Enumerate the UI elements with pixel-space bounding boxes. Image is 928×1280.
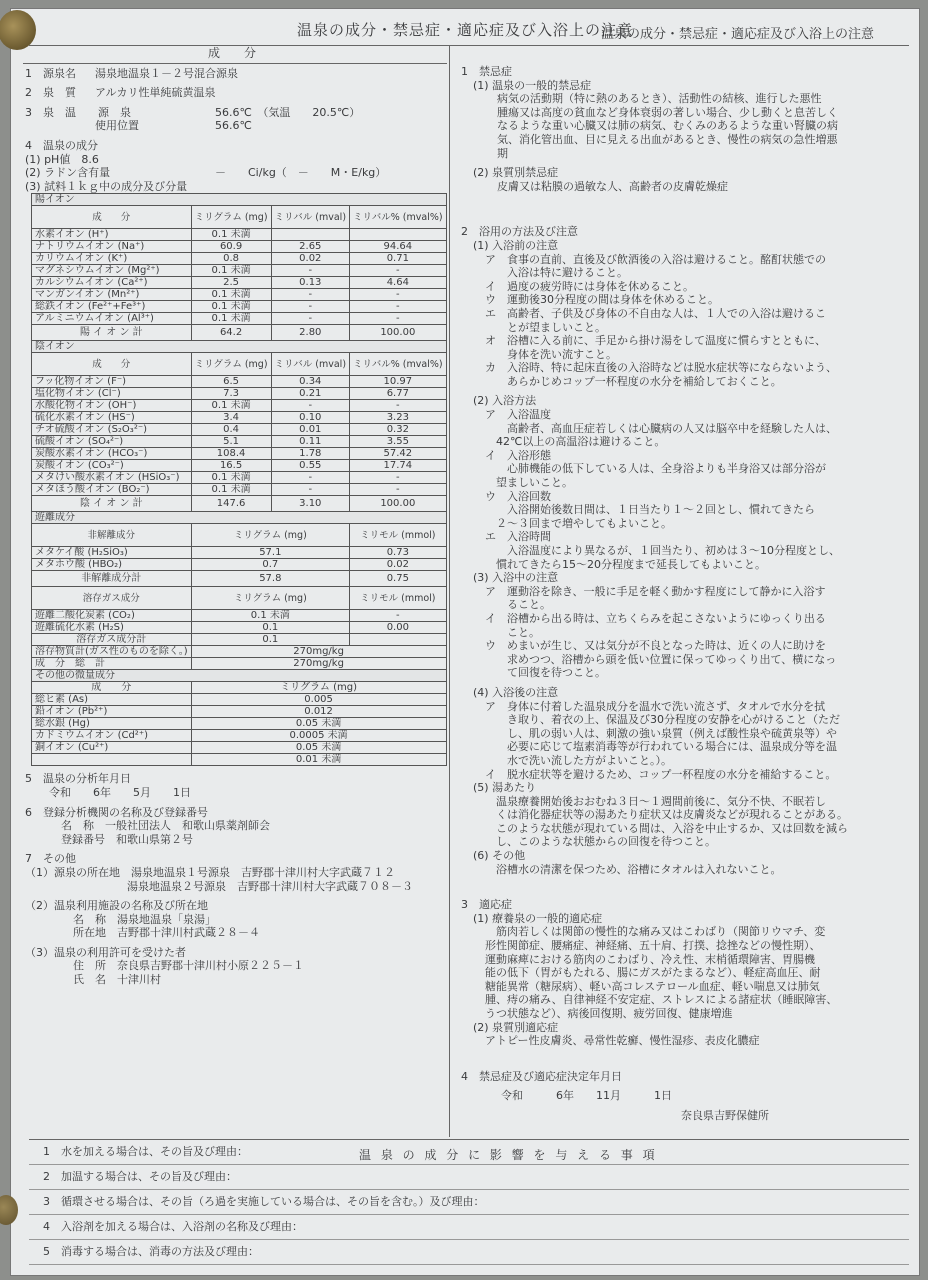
text-line: 必要に応じて塩素消毒等が行われている場合には、温泉成分等を温: [485, 740, 837, 754]
issuing-office: 奈良県吉野保健所: [681, 1108, 769, 1122]
yuatari-label: (5) 湯あたり: [473, 781, 537, 795]
text-line: くは消化器症状等の湯あたり症状又は皮膚炎などが現れることがある。: [485, 808, 848, 822]
influence-row: 5 消毒する場合は、消毒の方法及び理由：: [29, 1240, 909, 1265]
source-location-2: 湯泉地温泉２号源泉 吉野郡十津川村大字武蔵７０８－３: [127, 879, 413, 893]
gas-rows: [32, 610, 447, 634]
text-line: 気、消化管出血、目に見える出血があるとき、慢性の病気の急性増悪: [497, 132, 838, 146]
table-row: メタホウ酸 (HBO₂) 0.7 0.02: [32, 559, 447, 571]
text-line: ウ 入浴回数: [485, 489, 551, 503]
sheet-title: 温泉の成分・禁忌症・適応症及び入浴上の注意: [296, 21, 633, 39]
table-row: 遊離硫化水素 (H₂S) 0.1 0.00: [32, 622, 447, 634]
table-row: 水酸化物イオン (OH⁻) 0.1 未満 - -: [32, 400, 447, 412]
text-line: あらかじめコップ一杯程度の水分を補給しておくこと。: [485, 374, 782, 388]
influence-row: 3 循環させる場合は、その旨（ろ過を実施している場合は、その旨を含む。）及び理由：: [29, 1190, 909, 1215]
sample-label: (3) 試料１ｋｇ中の成分及び分量: [25, 179, 188, 193]
text-line: うつ状態など）、病後回復期、疲労回復、健康増進: [485, 1007, 733, 1020]
text-line: 腫瘍又は高度の貧血など身体衰弱の著しい場合、少し動くと息苦しく: [497, 105, 838, 119]
text-line: 筋肉若しくは関節の慢性的な痛み又はこわばり（関節リウマチ、変: [485, 925, 826, 939]
table-row: 鉛イオン (Pb²⁺) 0.012: [32, 706, 447, 718]
undissociated-rows: [32, 547, 447, 571]
text-line: とが望ましいこと。: [485, 320, 606, 334]
sheet-title-overlap: 温泉の成分・禁忌症・適応症及び入浴上の注意: [601, 27, 875, 42]
table-row: 0.01 未満: [32, 754, 447, 766]
text-line: このような状態が現れている間は、入浴を中止するか、又は回数を減ら: [485, 821, 848, 835]
spring-quality-row: 2 泉 質 アルカリ性単純硫黄温泉: [25, 86, 216, 100]
table-row: 総ヒ素 (As) 0.005: [32, 694, 447, 706]
text-line: 糖能異常（糖尿病）、軽い高コレステロール血症、軽い喘息又は肺気: [485, 979, 820, 993]
specific-contraindications: 皮膚又は粘膜の過敏な人、高齢者の皮膚乾燥症: [497, 179, 728, 193]
text-line: なるような重い心臓又は肺の病気、むくみのあるような重い腎臓の病: [497, 119, 838, 133]
components-table: 陽イオン 成 分 ミリグラム (mg) ミリバル (mval) ミリバル% (mval%) 水素イオン (H⁺) 0.1 未満 ナトリウムイオン (Na⁺) 60.9 2.65 94.64 カリウムイオン (K⁺) 0.8 0.02 0.71 マグネシウムイオン (Mg²⁺) 0.1 未満 - - カルシウムイオン (Ca²⁺) 2.5 0.13 4.64 マンガンイオン (Mn²⁺) 0.1 未満 - - 総鉄イオン (Fe²⁺+Fe³⁺) 0.1 未満 - - アルミニウムイオン (Al³⁺) 0.1 未満 - - 陽 イ オ ン 計 64.2 2.80 100.00 陰イオン 成 分 ミリグラム (mg) ミリバル (mval) ミリバル% (mval%) フッ化物イオン (F⁻) 6.5 0.34 10.97 塩化物イオン (Cl⁻) 7.3 0.21 6.77 水酸化物イオン (OH⁻) 0.1 未満 - - 硫化水素イオン (HS⁻) 3.4 0.10 3.23 チオ硫酸イオン (S₂O₃²⁻) 0.4 0.01 0.32 硫酸イオン (SO₄²⁻) 5.1 0.11 3.55 炭酸水素イオン (HCO₃⁻) 108.4 1.78 57.42 炭酸イオン (CO₃²⁻) 16.5 0.55 17.74 メタけい酸水素イオン (HSiO₃⁻) 0.1 未満 - - メタほう酸イオン (BO₂⁻) 0.1 未満 - - 陰 イ オ ン 計 147.6 3.10 100.00 遊離成分 非解離成分 ミリグラム (mg) ミリモル (mmol) メタケイ酸 (H₂SiO₃) 57.1 0.73 メタホウ酸 (HBO₂) 0.7 0.02 非解離成分計 57.8 0.75 溶存ガス成分 ミリグラム (mg) ミリモル (mmol) 遊離二酸化炭素 (CO₂) 0.1 未満 - 遊離硫化水素 (H₂S) 0.1 0.00 溶存ガス成分計 0.1 溶存物質計(ガス性のものを除く。) 270mg/kg 成 分 総 計 270mg/kg その他の微量成分 成 分 ミリグラム (mg) 総ヒ素 (As) 0.005 鉛イオン (Pb²⁺) 0.012 総水銀 (Hg) 0.05 未満 カドミウムイオン (Cd²⁺) 0.0005 未満 銅イオン (Cu²⁺) 0.05 未満 0.01 未満: [31, 193, 447, 766]
other-precaution: 浴槽水の清潔を保つため、浴槽にタオルは入れないこと。: [485, 862, 782, 876]
use-temp-row: 使用位置 56.6℃: [95, 119, 252, 133]
text-line: 病気の活動期（特に熱のあるとき）、活動性の結核、進行した悪性: [497, 92, 822, 106]
text-line: ウ めまいが生じ、又は気分が不良となった時は、近くの人に助けを: [485, 639, 826, 653]
bath-method-label: (2) 入浴方法: [473, 394, 537, 408]
before-bath: [461, 253, 916, 389]
influence-title: 温 泉 の 成 分 に 影 響 を 与 え る 事 項: [359, 1148, 658, 1162]
text-line: 身体を洗い流すこと。: [485, 347, 617, 361]
text-line: し、このような状態からの回復を待つこと。: [485, 835, 716, 849]
text-line: エ 高齢者、子供及び身体の不自由な人は、１人での入浴は避けるこ: [485, 306, 826, 320]
text-line: 入浴温度により異なるが、１回当たり、初めは３～10分程度とし、: [485, 544, 840, 557]
anion-rows: [32, 376, 447, 496]
table-row: メタケイ酸 (H₂SiO₃) 57.1 0.73: [32, 547, 447, 559]
lab-name: 名 称 一般社団法人 和歌山県薬剤師会: [61, 819, 270, 833]
text-line: 求めつつ、浴槽から頭を低い位置に保ってゆっくり出て、横になっ: [485, 652, 837, 666]
column-divider: [449, 45, 450, 1137]
permit-label: （3）温泉の利用許可を受けた者: [25, 945, 186, 959]
text-line: こと。: [485, 625, 540, 639]
influence-row: 4 入浴剤を加える場合は、入浴剤の名称及び理由：: [29, 1215, 909, 1240]
text-line: 期: [497, 146, 508, 160]
text-line: 高齢者、高血圧症若しくは心臓病の人又は脳卒中を経験した人は、: [485, 421, 837, 435]
table-row: マグネシウムイオン (Mg²⁺) 0.1 未満 - -: [32, 265, 447, 277]
other-precaution-label: (6) その他: [473, 849, 526, 863]
contraindications-heading: 1 禁忌症: [461, 65, 512, 78]
text-line: 温泉療養開始後おおむね３日～１週間前後に、気分不快、不眠若し: [485, 794, 826, 808]
table-row: 総水銀 (Hg) 0.05 未満: [32, 718, 447, 730]
table-row: 総鉄イオン (Fe²⁺+Fe³⁺) 0.1 未満 - -: [32, 301, 447, 313]
indications-heading: 3 適応症: [461, 898, 512, 912]
lab-label: 6 登録分析機関の名称及び登録番号: [25, 805, 208, 819]
text-line: 慣れてきたら15～20分程度まで延長してもよいこと。: [485, 557, 766, 571]
trace-title: その他の微量成分: [32, 670, 447, 682]
trace-rows: [32, 694, 447, 766]
cation-rows: [32, 229, 447, 325]
influence-row: 1 水を加える場合は、その旨及び理由：: [29, 1140, 909, 1165]
table-row: カドミウムイオン (Cd²⁺) 0.0005 未満: [32, 730, 447, 742]
specific-indications-label: (2) 泉質別適応症: [473, 1020, 559, 1034]
permit-name: 氏 名 十津川村: [73, 973, 161, 987]
facility-label: （2）温泉利用施設の名称及び所在地: [25, 899, 208, 913]
notice-sheet: [10, 8, 920, 1276]
after-bath-label: (4) 入浴後の注意: [473, 685, 559, 699]
analysis-date-label: 5 温泉の分析年月日: [25, 772, 131, 786]
general-contraindications-label: (1) 温泉の一般的禁忌症: [473, 78, 592, 92]
text-line: し、肌の弱い人は、刺激の強い泉質（例えば酸性泉や硫黄泉等）や: [485, 726, 837, 740]
text-line: ウ 運動後30分程度の間は身体を休めること。: [485, 293, 719, 307]
influence-row: 2 加温する場合は、その旨及び理由：: [29, 1165, 909, 1190]
source-location-1: （1）源泉の所在地 湯泉地温泉１号源泉 吉野郡十津川村大字武蔵７１２: [25, 865, 395, 879]
text-line: 腫、痔の痛み、自律神経不安定症、ストレスによる諸症状（睡眠障害、: [485, 993, 838, 1007]
influence-section: [29, 1139, 909, 1265]
text-line: て回復を待つこと。: [485, 666, 606, 680]
text-line: ２～３回まで増やしてもよいこと。: [485, 516, 672, 530]
table-row: アルミニウムイオン (Al³⁺) 0.1 未満 - -: [32, 313, 447, 325]
precautions-column: [461, 65, 916, 1123]
yuatari: [461, 795, 916, 849]
text-line: カ 入浴時、特に起床直後の入浴時などは脱水症状等にならないよう、: [485, 361, 837, 375]
text-line: 運動麻痺における筋肉のこわばり、冷え性、末梢循環障害、胃腸機: [485, 952, 815, 966]
text-line: 能の低下（胃がもたれる、腸にガスがたまるなど）、軽症高血圧、耐: [485, 966, 821, 980]
text-line: ア 身体に付着した温泉成分を温水で洗い流さず、タオルで水分を拭: [485, 699, 826, 713]
table-row: 銅イオン (Cu²⁺) 0.05 未満: [32, 742, 447, 754]
table-row: 硫化水素イオン (HS⁻) 3.4 0.10 3.23: [32, 412, 447, 424]
header-divider: [29, 45, 909, 46]
general-indications: [461, 925, 916, 1020]
specific-contraindications-label: (2) 泉質別禁忌症: [473, 166, 559, 180]
permit-address: 住 所 奈良県吉野郡十津川村小原２２５－１: [73, 959, 304, 973]
radon-row: (2) ラドン含有量 － Ci/kg（ － M・E/kg）: [25, 166, 387, 180]
table-row: 塩化物イオン (Cl⁻) 7.3 0.21 6.77: [32, 388, 447, 400]
table-row: カリウムイオン (K⁺) 0.8 0.02 0.71: [32, 253, 447, 265]
anion-title: 陰イオン: [32, 341, 447, 353]
bathing-heading: 2 浴用の方法及び注意: [461, 225, 578, 239]
text-line: 入浴は特に避けること。: [485, 266, 628, 280]
components-heading: 成 分: [23, 47, 447, 64]
free-components-title: 遊離成分: [32, 512, 447, 524]
text-line: イ 過度の疲労時には身体を休めること。: [485, 279, 694, 293]
table-row: 水素イオン (H⁺) 0.1 未満: [32, 229, 447, 241]
lab-number: 登録番号 和歌山県第２号: [61, 832, 193, 846]
text-line: オ 浴槽に入る前に、手足から掛け湯をして温度に慣らすとともに、: [485, 334, 826, 348]
text-line: 形性関節症、腰痛症、神経痛、五十肩、打撲、捻挫などの慢性期）、: [485, 939, 821, 953]
table-row: 炭酸水素イオン (HCO₃⁻) 108.4 1.78 57.42: [32, 448, 447, 460]
text-line: エ 入浴時間: [485, 530, 551, 544]
text-line: 望ましいこと。: [485, 476, 573, 490]
components-label: 4 温泉の成分: [25, 138, 98, 152]
table-row: メタほう酸イオン (BO₂⁻) 0.1 未満 - -: [32, 484, 447, 496]
analysis-date: 令和 6年 5月 1日: [49, 785, 191, 799]
source-name-row: 1 源泉名 湯泉地温泉１－２号混合源泉: [25, 66, 238, 80]
decision-date: 令和 6年 11月 1日: [501, 1089, 672, 1103]
text-line: イ 浴槽から出る時は、立ちくらみを起こさないようにゆっくり出る: [485, 611, 826, 625]
text-line: ア 入浴温度: [485, 408, 551, 422]
ph-value: (1) pH値 8.6: [25, 152, 99, 166]
text-line: ア 食事の直前、直後及び飲酒後の入浴は避けること。酩酊状態での: [485, 252, 826, 266]
text-line: 42℃以上の高温浴は避けること。: [485, 435, 666, 449]
table-row: マンガンイオン (Mn²⁺) 0.1 未満 - -: [32, 289, 447, 301]
text-line: 心肺機能の低下している人は、全身浴よりも半身浴又は部分浴が: [485, 462, 826, 476]
text-line: イ 脱水症状等を避けるため、コップ一杯程度の水分を補給すること。: [485, 767, 837, 781]
table-row: チオ硫酸イオン (S₂O₃²⁻) 0.4 0.01 0.32: [32, 424, 447, 436]
during-bath-label: (3) 入浴中の注意: [473, 571, 559, 585]
other-label: 7 その他: [25, 852, 76, 866]
table-row: ナトリウムイオン (Na⁺) 60.9 2.65 94.64: [32, 241, 447, 253]
after-bath: [461, 700, 916, 782]
components-column: [25, 47, 445, 987]
table-row: 炭酸イオン (CO₃²⁻) 16.5 0.55 17.74: [32, 460, 447, 472]
text-line: 入浴開始後数日間は、１日当たり１～２回とし、慣れてきたら: [485, 503, 815, 517]
facility-name: 名 称 湯泉地温泉「泉湯」: [73, 912, 216, 926]
cation-title: 陽イオン: [32, 194, 447, 206]
table-row: メタけい酸水素イオン (HSiO₃⁻) 0.1 未満 - -: [32, 472, 447, 484]
text-line: ア 運動浴を除き、一般に手足を軽く動かす程度にして静かに入浴す: [485, 584, 826, 598]
before-bath-label: (1) 入浴前の注意: [473, 238, 559, 252]
text-line: ること。: [485, 598, 551, 612]
table-row: 遊離二酸化炭素 (CO₂) 0.1 未満 -: [32, 610, 447, 622]
general-indications-label: (1) 療養泉の一般的適応症: [473, 911, 603, 925]
specific-indications: アトピー性皮膚炎、尋常性乾癬、慢性湿疹、表皮化膿症: [485, 1034, 760, 1048]
spring-temp-row: 3 泉 温 源 泉 56.6℃ （気温 20.5℃）: [25, 105, 361, 119]
text-line: 水で洗い流した方がよいこと。）。: [485, 753, 672, 767]
table-row: フッ化物イオン (F⁻) 6.5 0.34 10.97: [32, 376, 447, 388]
text-line: き取り、着衣の上、保温及び30分程度の安静を心がけること（ただ: [485, 713, 840, 727]
decision-date-label: 4 禁忌症及び適応症決定年月日: [461, 1069, 622, 1083]
table-row: 硫酸イオン (SO₄²⁻) 5.1 0.11 3.55: [32, 436, 447, 448]
during-bath: [461, 585, 916, 680]
bath-method: [461, 408, 916, 571]
table-row: カルシウムイオン (Ca²⁺) 2.5 0.13 4.64: [32, 277, 447, 289]
text-line: イ 入浴形態: [485, 448, 551, 462]
general-contraindications: [461, 92, 916, 160]
facility-address: 所在地 吉野郡十津川村武蔵２８－４: [73, 926, 260, 940]
